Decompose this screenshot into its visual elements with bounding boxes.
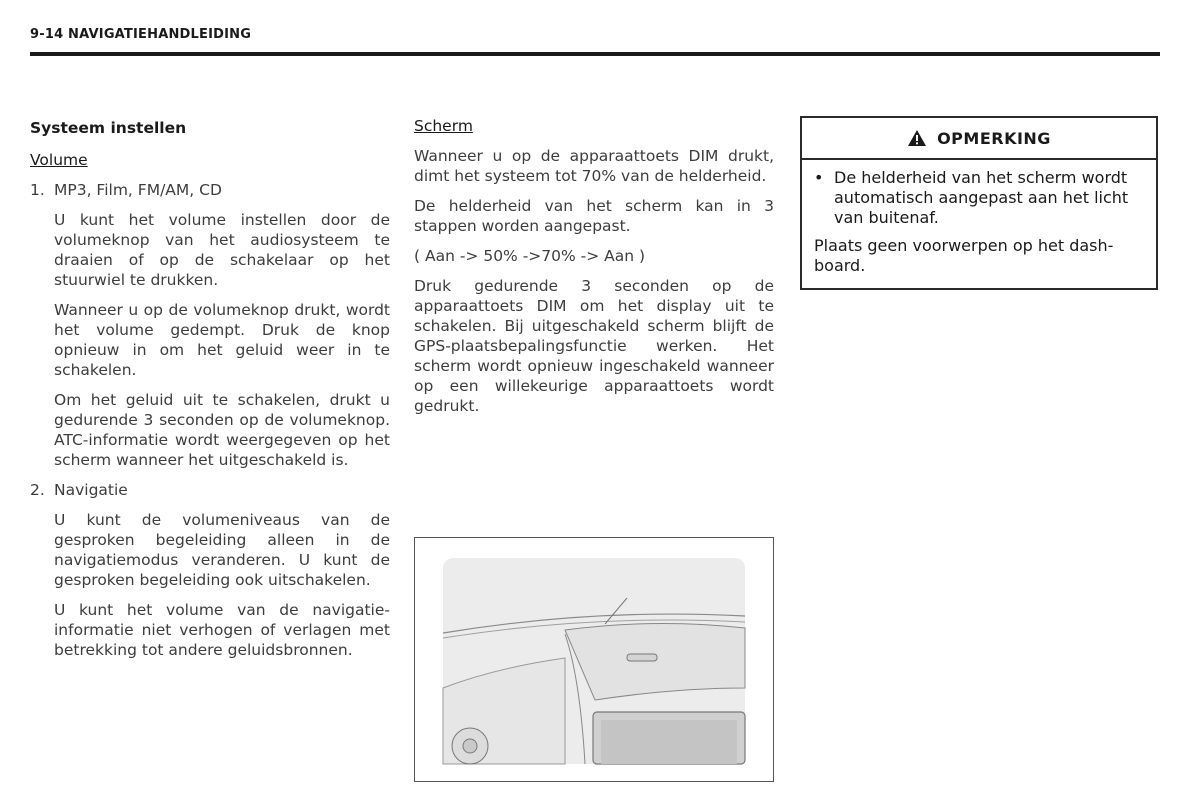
subheading-volume: Volume [30,151,88,169]
notice-text: Plaats geen voorwerpen op het dash-board. [814,236,1114,275]
paragraph: Wanneer u op de apparaattoets DIM drukt, dimt het systeem tot 70% van de helderheid. [414,147,774,185]
list-label: MP3, Film, FM/AM, CD [54,181,222,199]
column-screen [414,116,774,426]
list-number: 2. [30,481,45,499]
paragraph: U kunt het volume instellen door de volumeknop van het audiosysteem te draaien of op de schakelaar op het stuurwiel te drukken. [54,211,390,289]
bullet-dot: • [814,168,824,187]
subheading-screen: Scherm [414,117,473,135]
column-volume [30,118,390,670]
list-item-1 [30,180,390,200]
paragraph: Druk gedurende 3 seconden op de apparaattoets DIM om het display uit te schakelen. Bij uitgeschakeld scherm blijft de GPS-plaatsbepalingsfunctie werken. Het scherm wordt opnieuw ingeschakeld wanneer op een willekeurige apparaattoets wordt gedrukt. [414,277,774,415]
paragraph: U kunt het volume van de navigatie-informatie niet verhogen of verlagen met betrekking tot andere geluidsbronnen. [54,601,390,659]
notice-bullet [814,168,1144,228]
warning-icon [907,129,927,147]
paragraph: Wanneer u op de volumeknop drukt, wordt het volume gedempt. Druk de knop opnieuw in om het geluid weer in te schakelen. [54,301,390,379]
notice-box [800,116,1158,290]
notice-bullet-text: De helderheid van het scherm wordt automatisch aangepast aan het licht van buitenaf. [834,168,1129,227]
notice-title: OPMERKING [937,128,1051,148]
page-header: 9-14 NAVIGATIEHANDLEIDING [30,27,252,42]
paragraph: Om het geluid uit te schakelen, drukt u gedurende 3 seconden op de volumeknop. ATC-informatie wordt weergegeven op het scherm wanneer het uitgeschakeld is. [54,391,390,469]
dashboard-illustration [414,537,774,782]
list-item-2 [30,480,390,500]
header-rule [30,52,1160,56]
list-label: Navigatie [54,481,128,499]
list-number: 1. [30,181,45,199]
paragraph: ( Aan -> 50% ->70% -> Aan ) [414,247,646,265]
paragraph: De helderheid van het scherm kan in 3 stappen worden aangepast. [414,197,774,235]
dashboard-drawing [415,538,772,780]
notice-body [802,160,1156,276]
notice-header [802,118,1156,160]
paragraph: U kunt de volumeniveaus van de gesproken begeleiding alleen in de navigatiemodus veranderen. U kunt de gesproken begeleiding ook uitschakelen. [54,511,390,589]
section-heading: Systeem instellen [30,119,187,137]
